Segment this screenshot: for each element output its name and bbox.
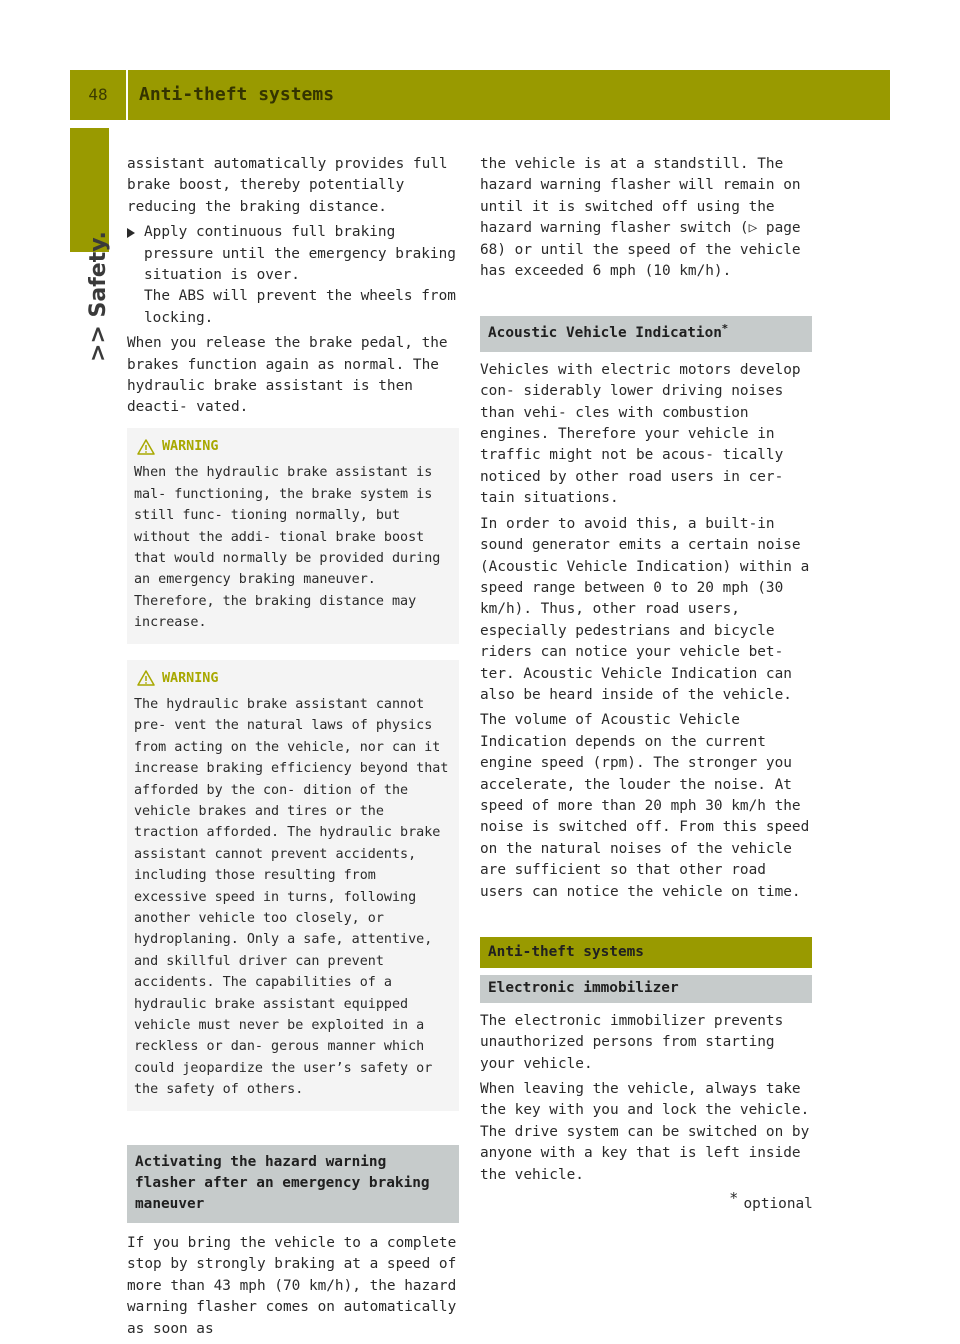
warning-header [137,668,451,689]
continued-text: the vehicle is at a standstill. The hazard warning flasher will remain on until it is switched off using the hazard warning flasher switch ( [480,156,801,237]
left-column [127,154,459,1344]
section-heading-hazard: Activating the hazard warning flasher after an emergency braking maneuver [127,1145,459,1223]
hazard-paragraph: If you bring the vehicle to a complete stop by strongly braking at a speed of more than 43 mph (70 km/h), the hazard warning flasher comes on automatically as soon as [127,1234,457,1337]
release-paragraph: When you release the brake pedal, the brakes function again as normal. The hydraulic brake assistant is then deacti- vated. [127,335,448,416]
section-heading-antitheft: Anti-theft systems [480,937,812,968]
immobilizer-paragraph-1: The electronic immobilizer prevents unauthorized persons from starting your vehicle. [480,1012,784,1072]
bullet-note: The ABS will prevent the wheels from locking. [144,288,456,326]
optional-star: * [721,322,728,336]
warning-box-1 [127,428,459,644]
footnote-text: optional [743,1196,813,1212]
warning-label: WARNING [162,670,219,686]
avi-paragraph-1: Vehicles with electric motors develop con- siderably lower driving noises than vehi- cles with combustion engines. Therefore your vehicle in traffic might not be acous- tically noticed by other road users in cer- tain situations. [480,361,801,507]
bullet-text: Apply continuous full braking pressure until the emergency braking situation is over. [144,224,456,284]
warning-box-2 [127,660,459,1111]
avi-paragraph-2: In order to avoid this, a built-in sound generator emits a certain noise (Acoustic Vehicle Indication) within a speed range between 0 to 20 mph (30 km/h). Thus, other road users, especially pedestrians and bicycle riders can notice your vehicle bet- ter. Acoustic Vehicle Indication can also be heard inside of the vehicle. [480,515,810,703]
footnote [730,1189,813,1212]
warning-triangle-icon [137,670,155,686]
page-number: 48 [88,85,108,104]
warning-header [137,436,451,457]
section-heading-immobilizer: Electronic immobilizer [480,975,812,1002]
instruction-bullet [127,222,459,329]
page-title: Anti-theft systems [139,84,335,105]
footnote-star: * [730,1189,738,1207]
intro-paragraph: assistant automatically provides full brake boost, thereby potentially reducing the braking distance. [127,156,448,215]
avi-paragraph-3: The volume of Acoustic Vehicle Indication depends on the current engine speed (rpm). The stronger you accelerate, the louder the noise. At speed of more than 20 mph 30 km/h the noise is switched off. From this speed on the natural noises of the vehicle are sufficient so that other road users can notice the vehicle on time. [480,712,810,900]
side-section-label: >> Safety. [86,231,111,362]
page-ref-link[interactable]: page 68) or until the speed of the vehicle has exceeded 6 mph (10 km/h). [480,220,801,280]
page-ref-arrow-icon: ▷ [748,220,758,237]
immobilizer-paragraph-2: When leaving the vehicle, always take the key with you and lock the vehicle. The drive system can be switched on by anyone with a key that is left inside the vehicle. [480,1081,810,1183]
warning-triangle-icon [137,439,155,455]
continued-paragraph [480,154,812,282]
warning-label: WARNING [162,438,219,454]
right-column [480,154,812,1190]
avi-heading-text: Acoustic Vehicle Indication [488,325,722,342]
warning-text: The hydraulic brake assistant cannot pre- vent the natural laws of physics from acting on the vehicle, nor can it increase braking efficiency beyond that afforded by the con- dition of the vehicle brakes and tires or the traction afforded. The hydraulic brake assistant cannot prevent accidents, including those resulting from excessive speed in turns, following another vehicle too closely, or hydroplaning. Only a safe, attentive, and skillful driver can prevent accidents. The capabilities of a hydraulic brake assistant equipped vehicle must never be exploited in a reckless or dan- gerous manner which could jeopardize the user’s safety or the safety of others. [134,696,449,1098]
section-heading-avi [480,316,812,351]
warning-text: When the hydraulic brake assistant is mal- functioning, the brake system is still func- tioning normally, but without the addi- tional brake boost that would normally be provided during an emergency braking maneuver. Therefore, the braking distance may increase. [134,465,441,631]
bullet-arrow-icon [127,228,135,238]
header-divider [126,70,128,120]
